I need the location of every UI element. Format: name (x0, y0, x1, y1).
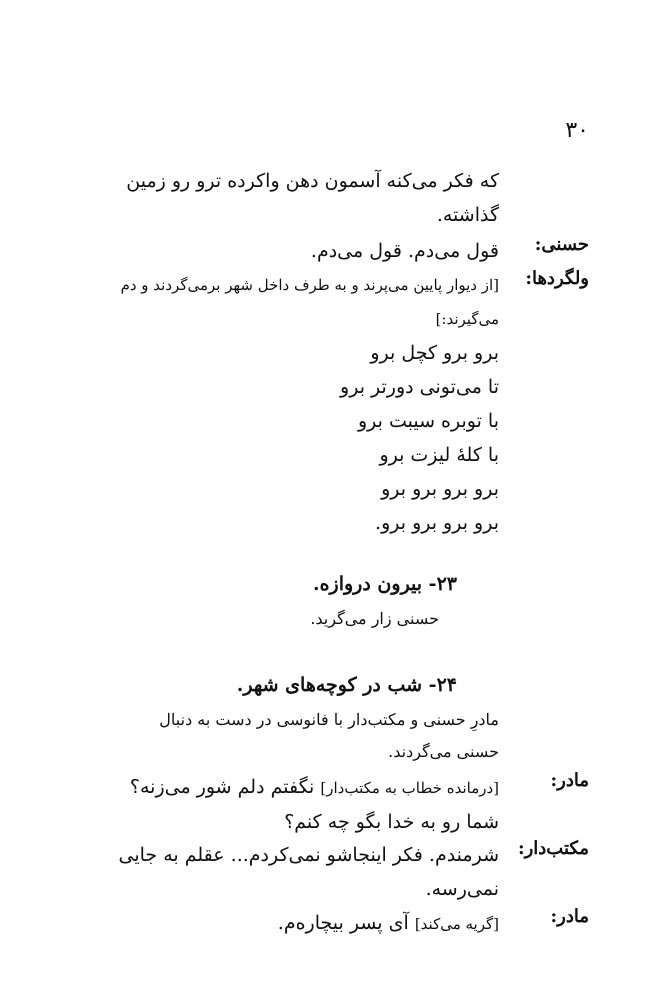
verse-line: برو برو کچل برو (370, 342, 499, 364)
scene-24-description (69, 704, 499, 768)
dialogue-text: نگفتم دلم شور می‌زنه؟ (129, 776, 315, 798)
dialogue-line-2: شما رو به خدا بگو چه کنم؟ (284, 811, 499, 833)
verse-line: با توبره سیبت برو (357, 410, 499, 432)
stage-line-2: می‌گیرند:] (435, 310, 499, 328)
page-number: ۳۰ (565, 118, 589, 143)
scene-24-title: ۲۴- شب در کوچه‌های شهر. (236, 674, 457, 696)
verse-block (79, 336, 499, 540)
scene-24-desc-line-2: حسنی می‌گردند. (388, 742, 499, 761)
scene-23-title: ۲۳- بیرون دروازه. (312, 573, 457, 595)
speaker-label: مادر: (550, 906, 589, 927)
verse-line: برو برو برو برو. (375, 512, 499, 534)
speaker-label: مادر: (550, 770, 589, 791)
scene-23-description: حسنی زار می‌گرید. (310, 609, 439, 628)
speaker-label: ولگردها: (525, 268, 589, 289)
dialogue-line-1: شرمندم. فکر اینجاشو نمی‌کردم... عقلم به جایی (118, 844, 499, 866)
dialogue-vagrants (69, 268, 589, 336)
stage-direction: [درمانده خطاب به مکتب‌دار] (320, 779, 499, 797)
dialogue-mother-1 (69, 770, 589, 839)
opening-lines (79, 164, 499, 232)
opening-line-2: گذاشته. (436, 204, 499, 226)
opening-line-1: که فکر می‌کنه آسمون دهن واکرده ترو رو زمین (126, 170, 499, 192)
verse-line: با کلهٔ لیزت برو (379, 444, 499, 466)
dialogue-text: قول می‌دم. قول می‌دم. (310, 240, 499, 262)
dialogue-schoolmaster (69, 838, 589, 906)
stage-direction: [گریه می‌کند] (414, 915, 499, 933)
dialogue-line (69, 770, 499, 805)
speaker-label: حسنی: (534, 234, 589, 255)
dialogue-text: آی پسر بیچاره‌م. (277, 912, 409, 934)
stage-line-1: [از دیوار پایین می‌پرند و به طرف داخل شهر برمی‌گردند و دم (120, 276, 499, 294)
stage-direction (69, 268, 499, 336)
speaker-label: مکتب‌دار: (517, 838, 589, 859)
verse-line: برو برو برو برو (381, 478, 499, 500)
dialogue-line-2: نمی‌رسه. (425, 878, 499, 900)
verse-line: تا می‌تونی دورتر برو (340, 376, 499, 398)
dialogue-mother-2 (69, 906, 589, 941)
dialogue-hasani (69, 234, 589, 268)
scene-24-desc-line-1: مادرِ حسنی و مکتب‌دار با فانوسی در دست به دنبال (159, 710, 499, 729)
